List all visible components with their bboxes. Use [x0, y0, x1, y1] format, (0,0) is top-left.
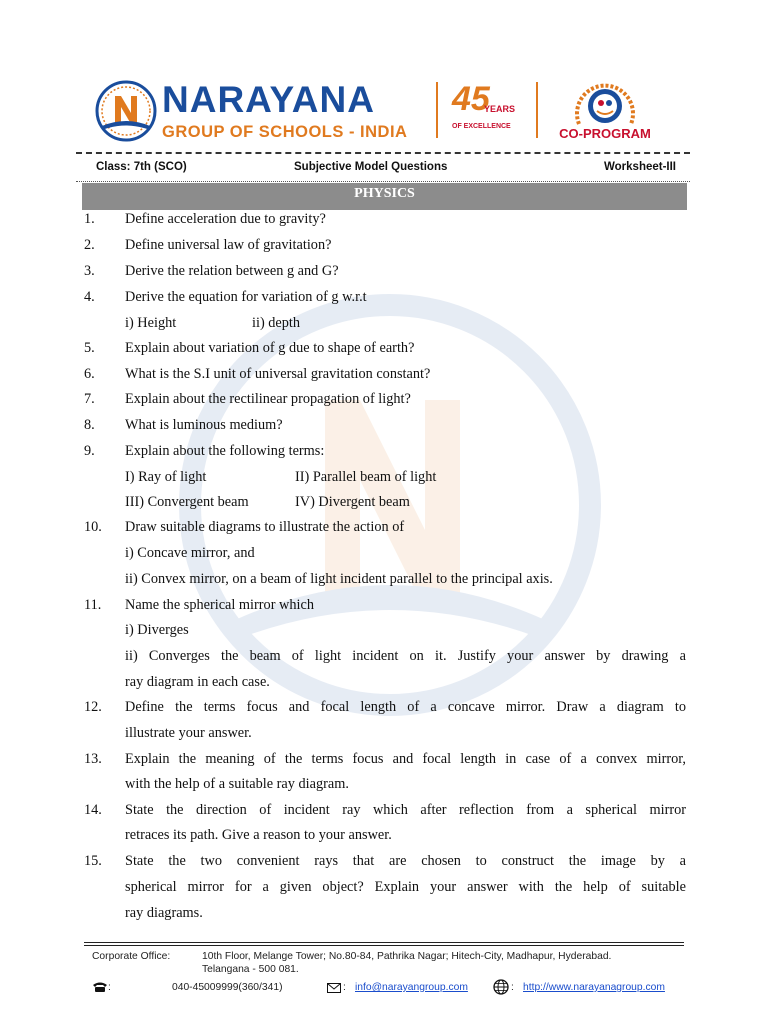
years-subtitle: OF EXCELLENCE [452, 123, 511, 130]
question-text: spherical mirror for a given object? Explain your answer with the help of suitable [125, 879, 686, 895]
question-number: 13. [84, 751, 102, 767]
question-text: Name the spherical mirror which [125, 597, 314, 613]
mail-colon: : [343, 982, 346, 993]
email-link-text[interactable]: info@narayangroup.com [355, 982, 468, 993]
worksheet-number: Worksheet-III [604, 161, 676, 173]
years-label: YEARS [484, 104, 516, 114]
question-number: 4. [84, 289, 95, 305]
school-header [90, 78, 690, 143]
question-text: ray diagram in each case. [125, 674, 270, 690]
question-text: with the help of a suitable ray diagram. [125, 776, 349, 792]
co-program-label: CO-PROGRAM [559, 126, 651, 141]
website-link[interactable] [523, 981, 665, 994]
question-text: What is the S.I unit of universal gravitation constant? [125, 366, 431, 382]
question-text: Derive the relation between g and G? [125, 263, 339, 279]
subject-heading: PHYSICS [82, 183, 687, 210]
question-text: ii) Convex mirror, on a beam of light incident parallel to the principal axis. [125, 571, 553, 587]
years-badge [452, 82, 522, 140]
question-number: 10. [84, 519, 102, 535]
co-program-logo [555, 78, 655, 143]
question-number: 8. [84, 417, 95, 433]
question-text: i) Diverges [125, 622, 189, 638]
worksheet-meta-row [96, 161, 686, 179]
question-number: 5. [84, 340, 95, 356]
question-number: 1. [84, 211, 95, 227]
brand-subtitle: GROUP OF SCHOOLS - INDIA [162, 123, 408, 141]
globe-colon: : [511, 982, 514, 993]
brand-name: NARAYANA [162, 79, 375, 120]
mail-icon [327, 983, 341, 993]
question-text: i) Concave mirror, and [125, 545, 255, 561]
footer-rule [84, 945, 684, 946]
years-number: 45 [452, 80, 490, 118]
question-text: Define universal law of gravitation? [125, 237, 332, 253]
website-link-text[interactable]: http://www.narayanagroup.com [523, 982, 665, 993]
narayana-logo-icon [94, 80, 158, 142]
option-text: I) Ray of light [125, 469, 207, 485]
question-text: Define acceleration due to gravity? [125, 211, 326, 227]
office-address-line2: Telangana - 500 081. [202, 964, 299, 975]
option-text: II) Parallel beam of light [295, 469, 437, 485]
question-number: 2. [84, 237, 95, 253]
worksheet-title: Subjective Model Questions [294, 161, 448, 173]
option-text: ii) depth [252, 315, 301, 331]
question-number: 14. [84, 802, 102, 818]
question-text: ii) Converges the beam of light incident on it. Justify your answer by drawing a [125, 648, 686, 664]
question-text: Explain about variation of g due to shape of earth? [125, 340, 415, 356]
question-text: Explain about the following terms: [125, 443, 325, 459]
co-program-emblem-icon [573, 78, 637, 128]
phone-number: 040-45009999(360/341) [172, 982, 283, 993]
phone-colon: : [108, 982, 111, 993]
office-address: 10th Floor, Melange Tower; No.80-84, Pathrika Nagar; Hitech-City, Madhapur, Hyderabad. [202, 951, 612, 962]
question-number: 7. [84, 391, 95, 407]
question-text: ray diagrams. [125, 905, 203, 921]
question-number: 6. [84, 366, 95, 382]
question-number: 15. [84, 853, 102, 869]
option-text: i) Height [125, 315, 177, 331]
office-label: Corporate Office: [92, 951, 171, 962]
option-text: III) Convergent beam [125, 494, 249, 510]
email-link[interactable] [355, 981, 468, 994]
question-text: State the direction of incident ray which after reflection from a spherical mirror [125, 802, 686, 818]
meta-dotted-rule [76, 181, 690, 182]
question-number: 12. [84, 699, 102, 715]
header-dashed-rule [76, 152, 690, 154]
question-text: Derive the equation for variation of g w.r.t [125, 289, 367, 305]
question-text: illustrate your answer. [125, 725, 252, 741]
question-number: 3. [84, 263, 95, 279]
brand-block [162, 80, 407, 142]
globe-icon [493, 979, 509, 995]
class-label: Class: 7th (SCO) [96, 161, 187, 173]
question-text: State the two convenient rays that are chosen to construct the image by a [125, 853, 686, 869]
header-divider [436, 82, 438, 138]
question-text: Define the terms focus and focal length of a concave mirror. Draw a diagram to [125, 699, 686, 715]
header-divider [536, 82, 538, 138]
question-number: 11. [84, 597, 102, 613]
question-text: Draw suitable diagrams to illustrate the action of [125, 519, 405, 535]
question-text: Explain the meaning of the terms focus and focal length in case of a convex mirror, [125, 751, 686, 767]
footer-rule [84, 942, 684, 943]
question-number: 9. [84, 443, 95, 459]
phone-icon [92, 981, 108, 993]
question-text: What is luminous medium? [125, 417, 283, 433]
question-text: retraces its path. Give a reason to your answer. [125, 827, 392, 843]
option-text: IV) Divergent beam [295, 494, 410, 510]
question-text: Explain about the rectilinear propagation of light? [125, 391, 411, 407]
